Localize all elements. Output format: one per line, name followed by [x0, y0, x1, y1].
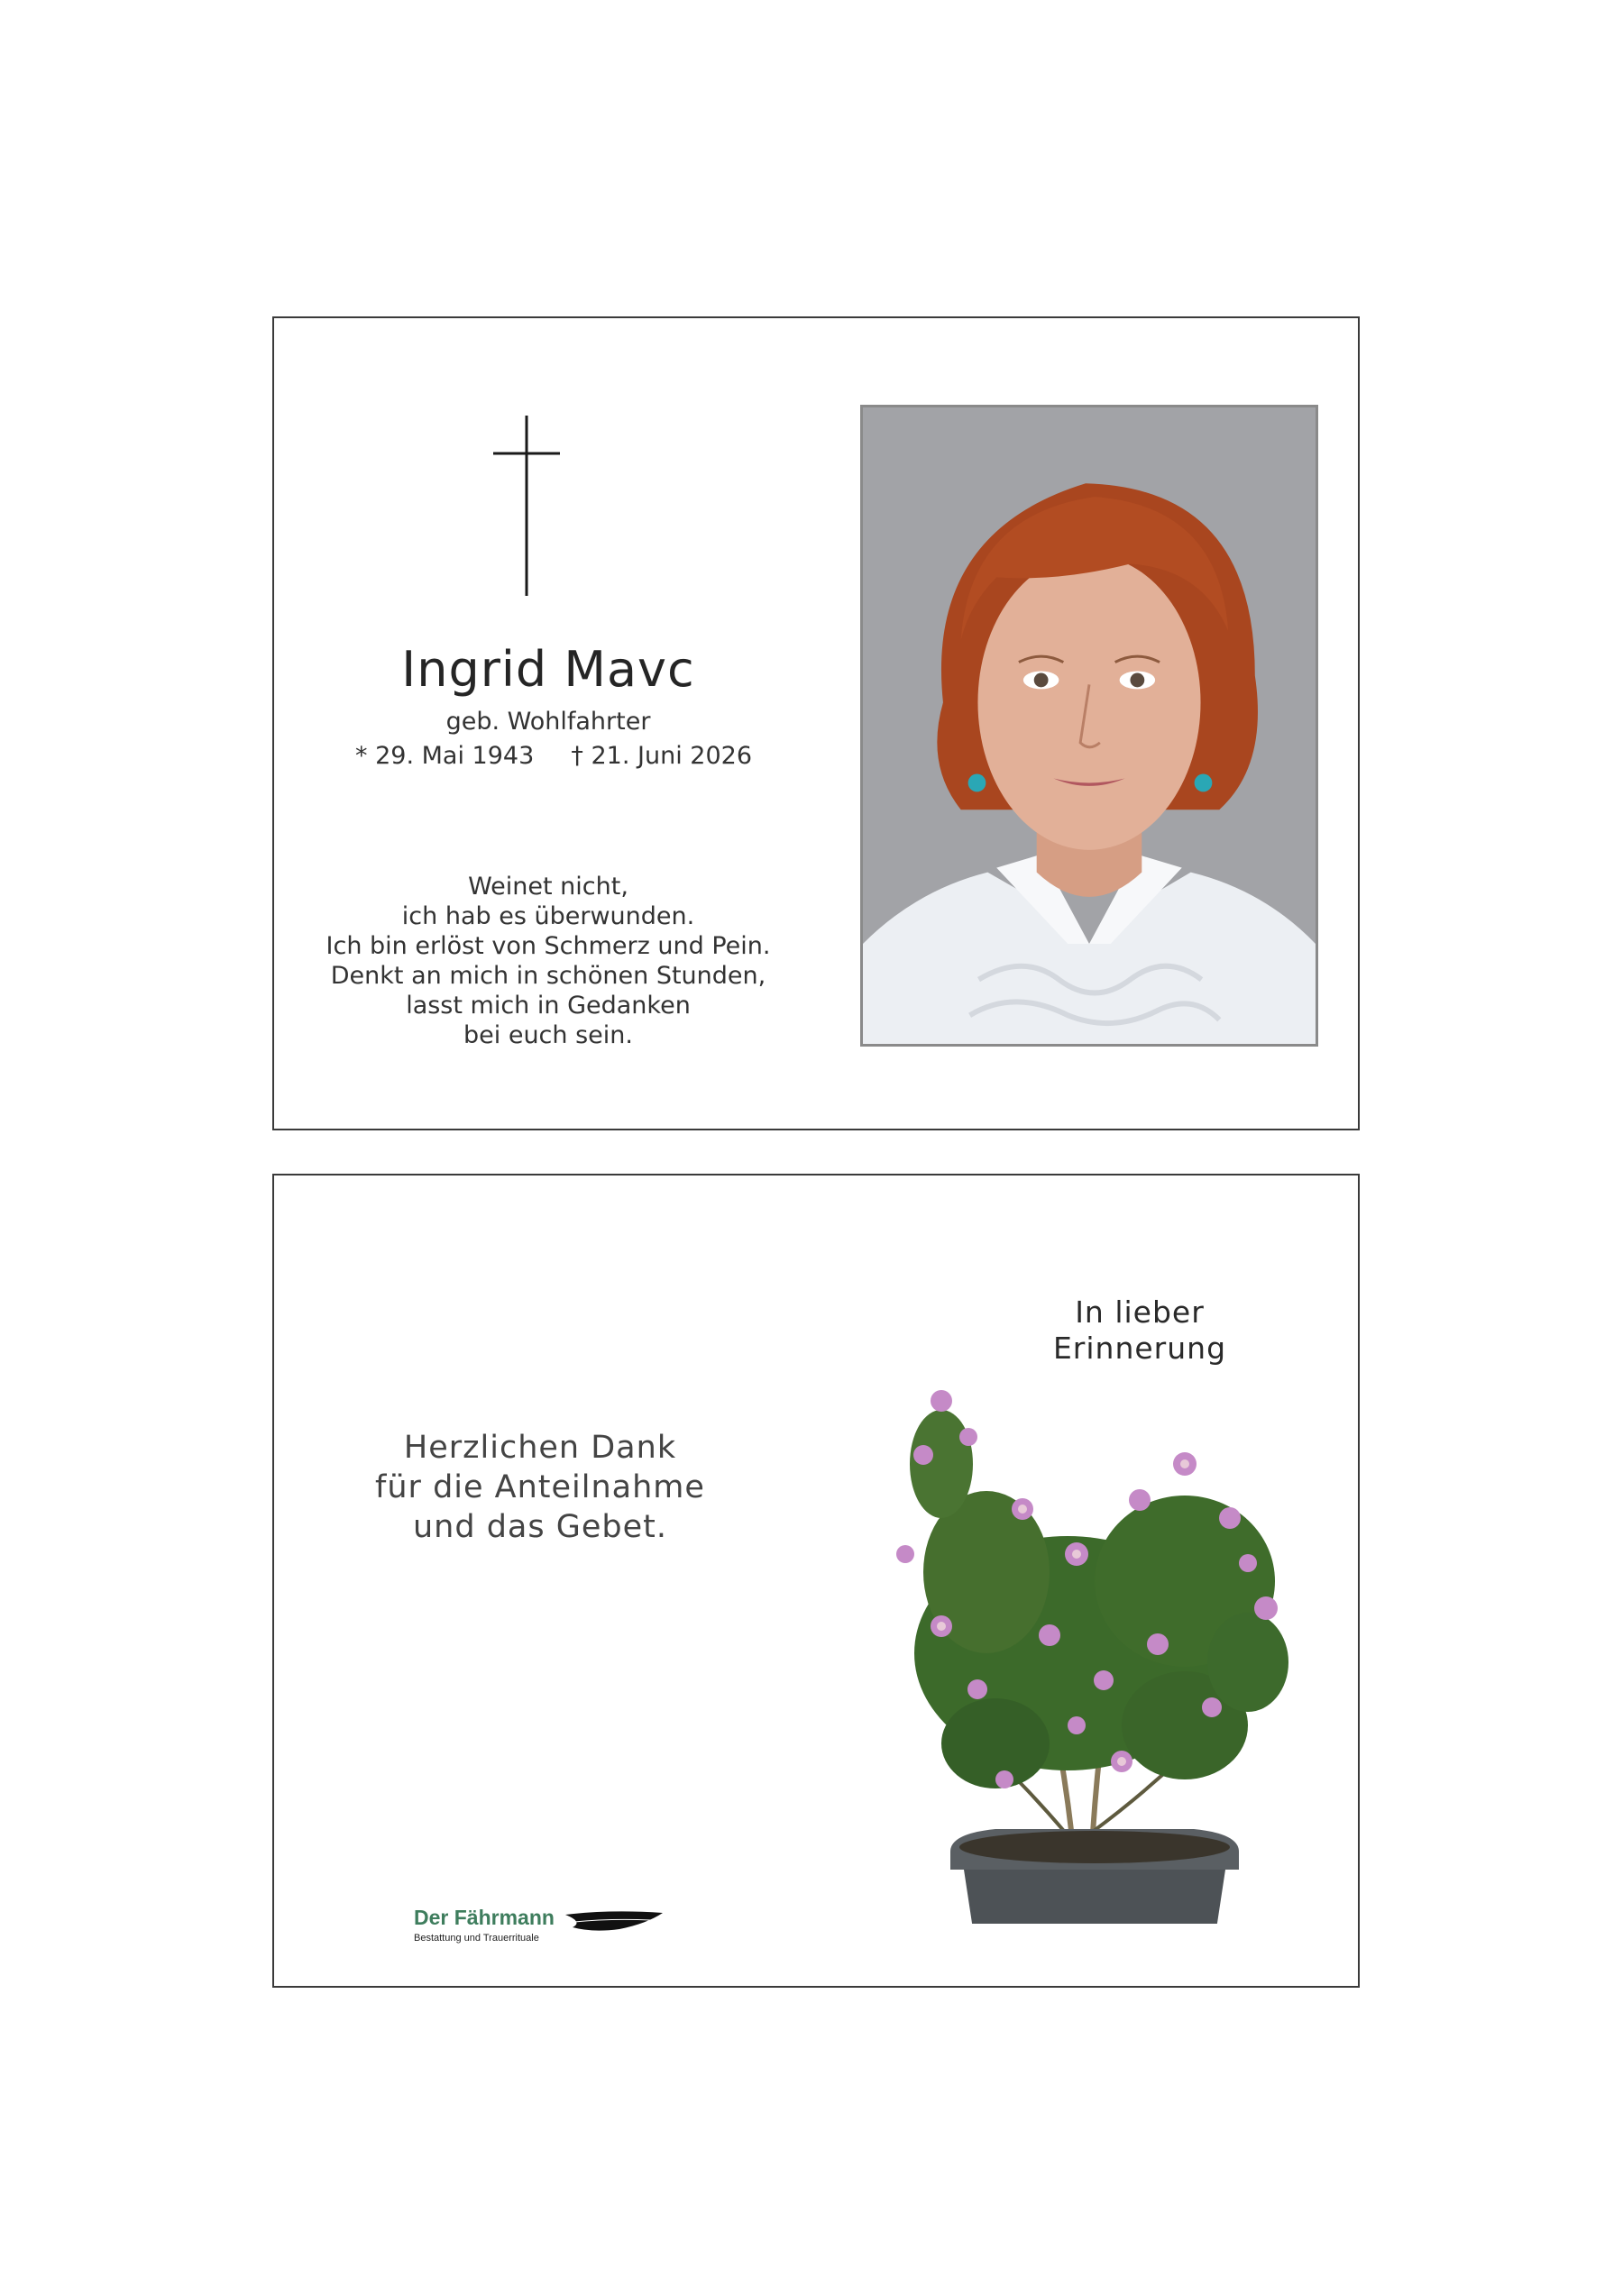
poem-line: bei euch sein.	[463, 1021, 633, 1049]
poem-line: Weinet nicht,	[468, 873, 628, 901]
logo-name: Der Fährmann	[414, 1906, 555, 1929]
deceased-name: Ingrid Mavc	[401, 641, 695, 698]
memorial-poem	[274, 872, 822, 1050]
poem-line: Ich bin erlöst von Schmerz und Pein.	[326, 932, 771, 960]
thanks-line: und das Gebet.	[413, 1509, 667, 1545]
poem-line: lasst mich in Gedanken	[406, 992, 691, 1020]
thanks-line: für die Anteilnahme	[375, 1469, 705, 1505]
birth-date: * 29. Mai 1943	[355, 742, 535, 770]
life-dates	[355, 742, 752, 770]
potted-plant-image	[887, 1347, 1302, 1924]
birth-name: geb. Wohlfahrter	[445, 708, 651, 736]
logo-subtitle: Bestattung und Trauerrituale	[414, 1933, 539, 1944]
poem-line: ich hab es überwunden.	[401, 902, 695, 930]
thanks-line: Herzlichen Dank	[403, 1430, 677, 1466]
poem-line: Denkt an mich in schönen Stunden,	[330, 962, 766, 990]
funeral-home-logo	[414, 1906, 702, 1960]
memorial-card-front	[272, 316, 1360, 1130]
memory-line: Erinnerung	[1052, 1331, 1227, 1366]
portrait-photo	[860, 405, 1318, 1047]
memorial-card-back	[272, 1174, 1360, 1988]
cross-icon	[477, 416, 576, 596]
memory-line: In lieber	[1075, 1294, 1205, 1330]
death-date: † 21. Juni 2026	[571, 742, 752, 770]
boat-icon	[565, 1909, 665, 1935]
thanks-message	[274, 1428, 806, 1547]
